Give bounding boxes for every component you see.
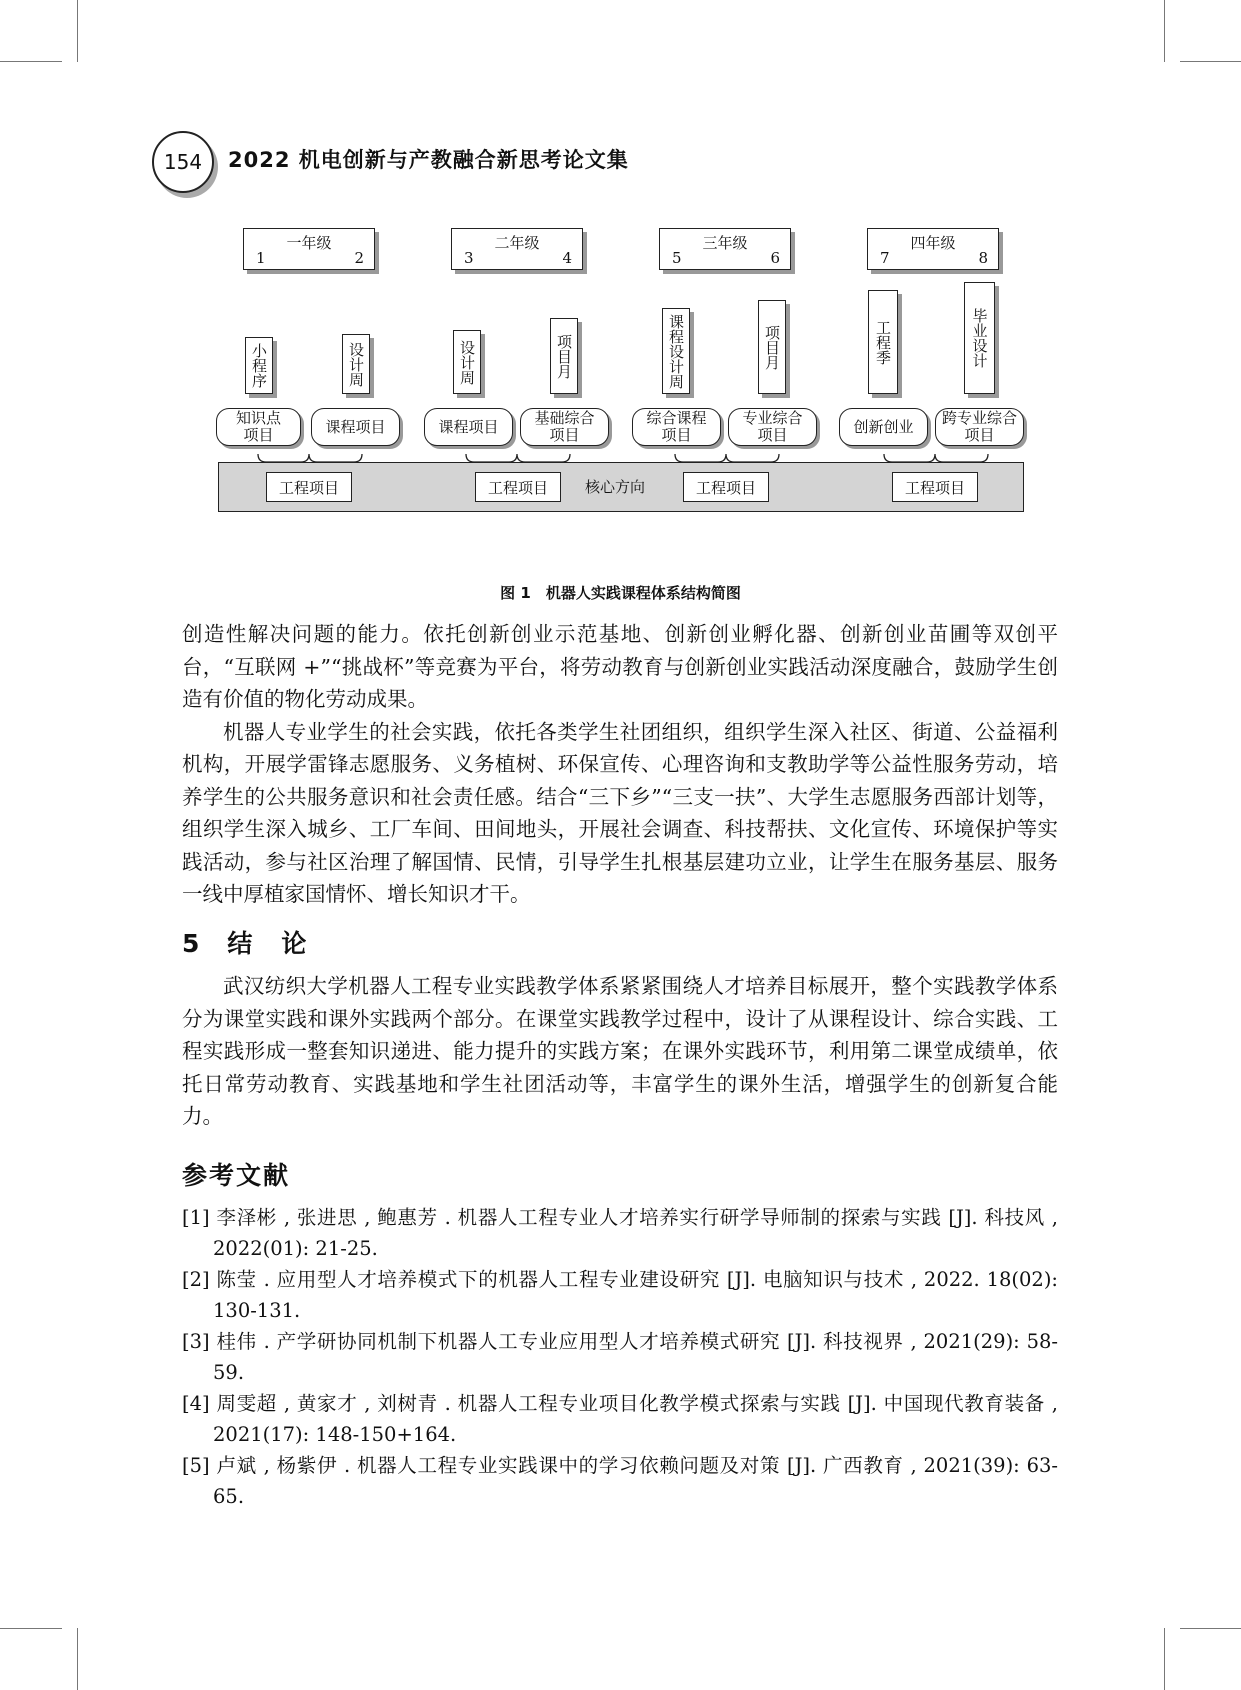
- activity-box: 小程序: [245, 337, 273, 394]
- semester-number: 3: [464, 249, 474, 267]
- pill-label: 基础综合 项目: [534, 409, 595, 444]
- engineering-project-box: 工程项目: [266, 472, 352, 502]
- section-number: 5: [182, 929, 202, 958]
- activity-box: 项目月: [550, 318, 578, 394]
- figure-caption: 图 1 机器人实践课程体系结构简图: [500, 584, 741, 602]
- pill-label: 课程项目: [438, 417, 499, 436]
- pill-label: 知识点 项目: [235, 409, 281, 444]
- reference-item: [3] 桂伟 . 产学研协同机制下机器人工专业应用型人才培养模式研究 [J]. 科技视界 , 2021(29): 58-59.: [182, 1330, 1058, 1384]
- pill-label: 跨专业综合 项目: [941, 409, 1017, 444]
- body-text-conclusion: [182, 970, 1058, 1133]
- references-list: [182, 1202, 1058, 1512]
- semester-number: 5: [672, 249, 682, 267]
- semester-number: 8: [978, 249, 988, 267]
- section-title: 结 论: [227, 929, 309, 958]
- semester-number: 1: [256, 249, 266, 267]
- grade-box-3: [659, 228, 791, 270]
- project-pill: [935, 408, 1024, 446]
- activity-box: 设计周: [342, 334, 370, 394]
- curriculum-diagram: [0, 0, 1241, 560]
- project-pill: [839, 408, 928, 446]
- references-heading: 参考文献: [182, 1161, 291, 1190]
- reference-item: [5] 卢斌 , 杨紫伊 . 机器人工程专业实践课中的学习依赖问题及对策 [J]. 广西教育 , 2021(39): 63-65.: [182, 1454, 1058, 1508]
- activity-box: 毕业设计: [964, 282, 995, 394]
- crop-mark: [77, 1628, 78, 1690]
- pill-label: 课程项目: [325, 417, 386, 436]
- paragraph: 机器人专业学生的社会实践，依托各类学生社团组织，组织学生深入社区、街道、公益福利机构，开展学雷锋志愿服务、义务植树、环保宣传、心理咨询和支教助学等公益性服务劳动，培养学生的公共服务意识和社会责任感。结合“三下乡”“三支一扶”、大学生志愿服务西部计划等，组织学生深入城乡、工厂车间、田间地头，开展社会调查、科技帮扶、文化宣传、环境保护等实践活动，参与社区治理了解国情、民情，引导学生扎根基层建功立业，让学生在服务基层、服务一线中厚植家国情怀、增长知识才干。: [182, 719, 1058, 906]
- crop-mark: [1180, 1628, 1241, 1629]
- activity-box: 项目月: [758, 300, 786, 394]
- grade-box-2: [451, 228, 583, 270]
- project-pill: [216, 408, 301, 446]
- engineering-project-box: 工程项目: [683, 472, 769, 502]
- reference-item: [4] 周雯超 , 黄家才 , 刘树青 . 机器人工程专业项目化教学模式探索与实践 [J]. 中国现代教育装备 , 2021(17): 148-150+164.: [182, 1392, 1058, 1446]
- paragraph: 创造性解决问题的能力。依托创新创业示范基地、创新创业孵化器、创新创业苗圃等双创平台，“互联网 +”“挑战杯”等竞赛为平台，将劳动教育与创新创业实践活动深度融合，鼓励学生创造有价值的物化劳动成果。: [182, 622, 1058, 711]
- semester-number: 6: [770, 249, 780, 267]
- crop-mark: [0, 1628, 62, 1629]
- grade-box-4: [867, 228, 999, 270]
- engineering-project-box: 工程项目: [892, 472, 978, 502]
- crop-mark: [1164, 1628, 1165, 1690]
- grade-title: 四年级: [910, 234, 956, 252]
- running-title: 2022 机电创新与产教融合新思考论文集: [228, 148, 629, 172]
- pill-label: 综合课程 项目: [646, 409, 707, 444]
- project-pill: [520, 408, 609, 446]
- reference-item: [1] 李泽彬 , 张进思 , 鲍惠芳 . 机器人工程专业人才培养实行研学导师制的探索与实践 [J]. 科技风 , 2022(01): 21-25.: [182, 1206, 1058, 1260]
- activity-box: 课程设计周: [662, 308, 690, 394]
- engineering-project-box: 工程项目: [475, 472, 561, 502]
- pill-label: 创新创业: [853, 417, 914, 436]
- project-pill: [311, 408, 400, 446]
- grade-box-1: [243, 228, 375, 270]
- core-direction-label: 核心方向: [585, 478, 646, 496]
- activity-box: 工程季: [868, 290, 898, 394]
- section-heading: [182, 924, 308, 960]
- project-pill: [632, 408, 721, 446]
- body-text-top: [182, 618, 1058, 911]
- semester-number: 4: [562, 249, 572, 267]
- grade-title: 二年级: [494, 234, 540, 252]
- semester-number: 2: [354, 249, 364, 267]
- semester-number: 7: [880, 249, 890, 267]
- project-pill: [728, 408, 817, 446]
- paragraph: 武汉纺织大学机器人工程专业实践教学体系紧紧围绕人才培养目标展开，整个实践教学体系分为课堂实践和课外实践两个部分。在课堂实践教学过程中，设计了从课程设计、综合实践、工程实践形成一整套知识递进、能力提升的实践方案；在课外实践环节，利用第二课堂成绩单，依托日常劳动教育、实践基地和学生社团活动等，丰富学生的课外生活，增强学生的创新复合能力。: [182, 974, 1058, 1128]
- grade-title: 三年级: [702, 234, 748, 252]
- project-pill: [424, 408, 513, 446]
- grade-title: 一年级: [286, 234, 332, 252]
- pill-label: 专业综合 项目: [742, 409, 803, 444]
- reference-item: [2] 陈莹 . 应用型人才培养模式下的机器人工程专业建设研究 [J]. 电脑知识与技术 , 2022. 18(02): 130-131.: [182, 1268, 1058, 1322]
- activity-box: 设计周: [453, 330, 481, 394]
- page-number: 154: [152, 131, 214, 193]
